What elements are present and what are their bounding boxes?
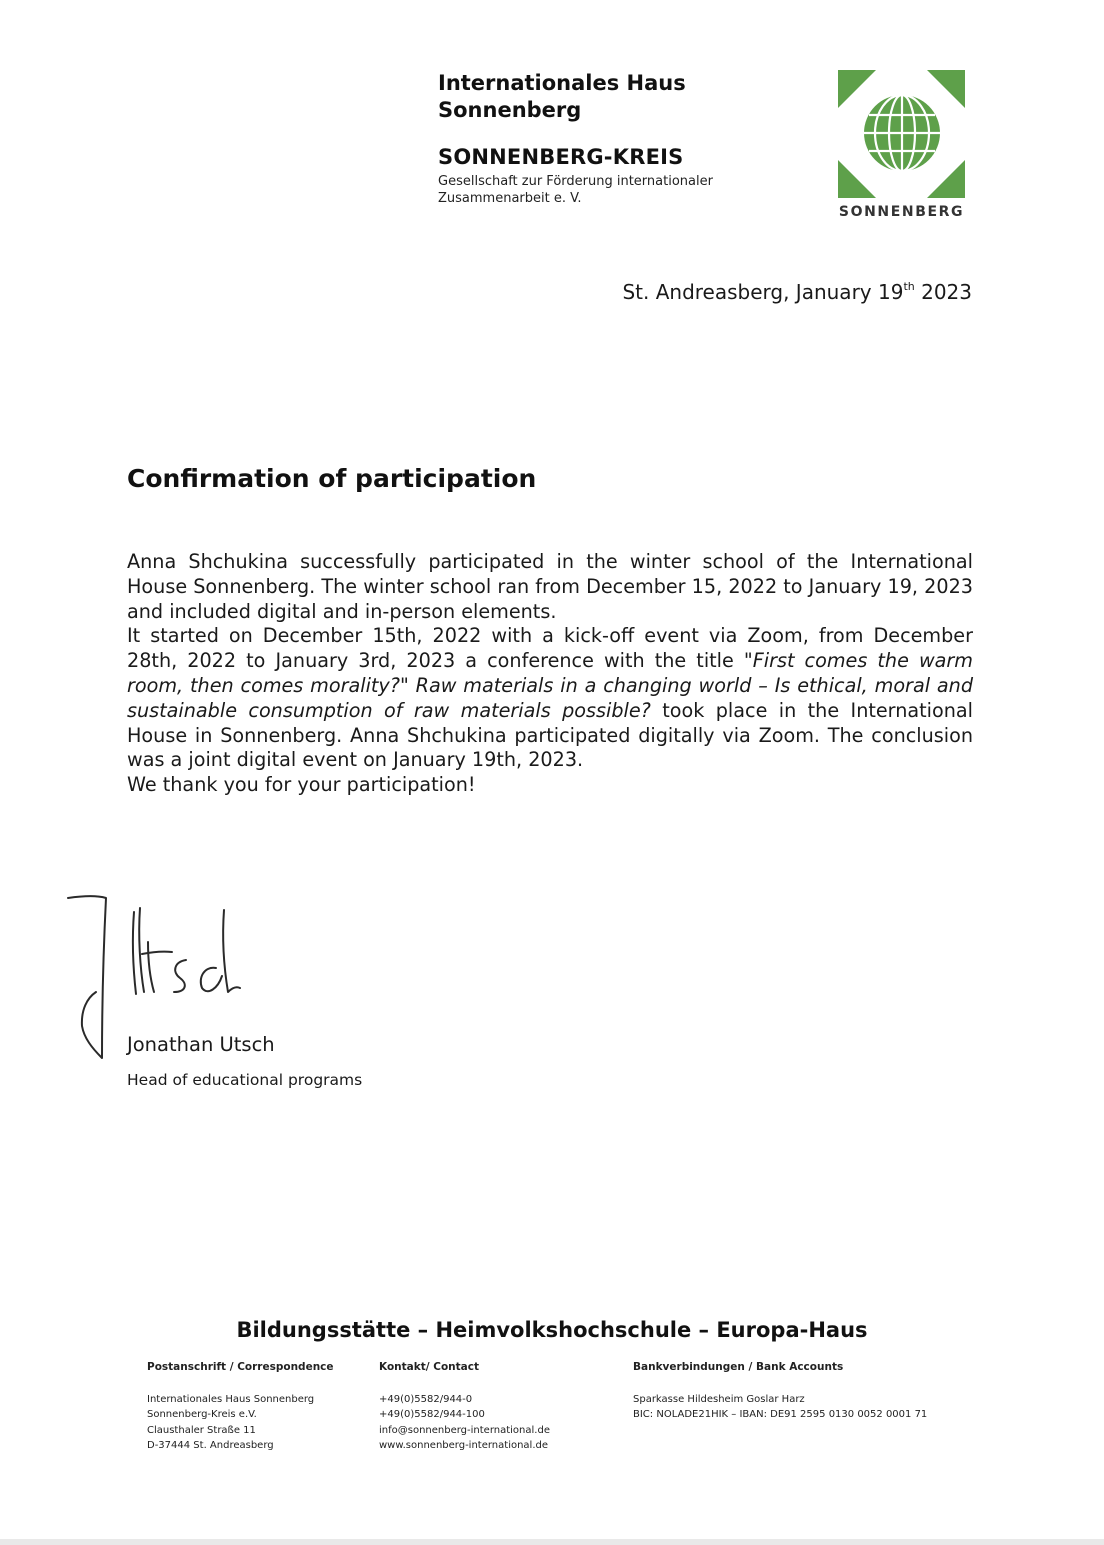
footer-phone: +49(0)5582/944-0 (379, 1393, 473, 1405)
footer-line: Clausthaler Straße 11 (147, 1424, 256, 1436)
date-year: 2023 (914, 280, 972, 304)
org-name-line-1: Internationales Haus (438, 71, 686, 95)
association-subtitle-line-2: Zusammenarbeit e. V. (438, 191, 582, 206)
footer-website: www.sonnenberg-international.de (379, 1440, 549, 1451)
footer-contact (379, 1360, 550, 1454)
document-title: Confirmation of participation (127, 464, 537, 493)
org-name-line-2: Sonnenberg (438, 98, 582, 122)
footer-heading: Kontakt/ Contact (379, 1361, 479, 1373)
footer-heading: Bankverbindungen / Bank Accounts (633, 1361, 844, 1373)
footer-heading: Postanschrift / Correspondence (147, 1361, 334, 1373)
footer-email: info@sonnenberg-international.de (379, 1424, 550, 1436)
paragraph-2-end: took place in the International House in Sonnenberg. Anna Shchukina participated digitally via Zoom. The conclusion was a joint digital event on January 19th, 2023. (127, 698, 973, 772)
sonnenberg-logo (836, 68, 967, 226)
footer-correspondence (147, 1360, 334, 1454)
page-bottom-edge (0, 1539, 1104, 1545)
footer-line: D-37444 St. Andreasberg (147, 1440, 274, 1451)
logo-wordmark: SONNENBERG (838, 204, 965, 220)
footer-title: Bildungsstätte – Heimvolkshochschule – Europa-Haus (236, 1318, 868, 1342)
association-name: SONNENBERG-KREIS (438, 145, 684, 169)
signatory-name: Jonathan Utsch (127, 1033, 275, 1056)
date-ordinal-suffix: th (903, 280, 915, 293)
letter-date (622, 280, 972, 304)
conference-title: "First comes the warm room, then comes morality?" Raw materials in a changing world – Is ethical, moral and sustainable consumption of raw materials possible? (127, 649, 973, 722)
footer-bank-accounts (633, 1360, 927, 1423)
footer-line: Internationales Haus Sonnenberg (147, 1393, 315, 1405)
date-prefix: St. Andreasberg, January 19 (622, 280, 904, 304)
organization-header (438, 70, 828, 207)
letter-body (127, 550, 973, 798)
paragraph-2-start: It started on December 15th, 2022 with a kick-off event via Zoom, from December 28th, 2022 to January 3rd, 2023 a conference with the title (127, 624, 973, 673)
globe-icon (836, 68, 967, 200)
body-paragraph-2 (127, 624, 973, 773)
footer-line: Sonnenberg-Kreis e.V. (147, 1409, 257, 1420)
association-subtitle-line-1: Gesellschaft zur Förderung internationaler (438, 174, 713, 189)
footer-bank-codes: BIC: NOLADE21HIK – IBAN: DE91 2595 0130 0052 0001 71 (633, 1409, 928, 1420)
footer-fax: +49(0)5582/944-100 (379, 1409, 485, 1420)
signatory-role: Head of educational programs (127, 1071, 363, 1089)
footer-bank-name: Sparkasse Hildesheim Goslar Harz (633, 1393, 805, 1405)
body-paragraph-3: We thank you for your participation! (127, 773, 476, 797)
body-paragraph-1: Anna Shchukina successfully participated in the winter school of the International House Sonnenberg. The winter school ran from December 15, 2022 to January 19, 2023 and included digital and in-person elements. (127, 550, 973, 623)
